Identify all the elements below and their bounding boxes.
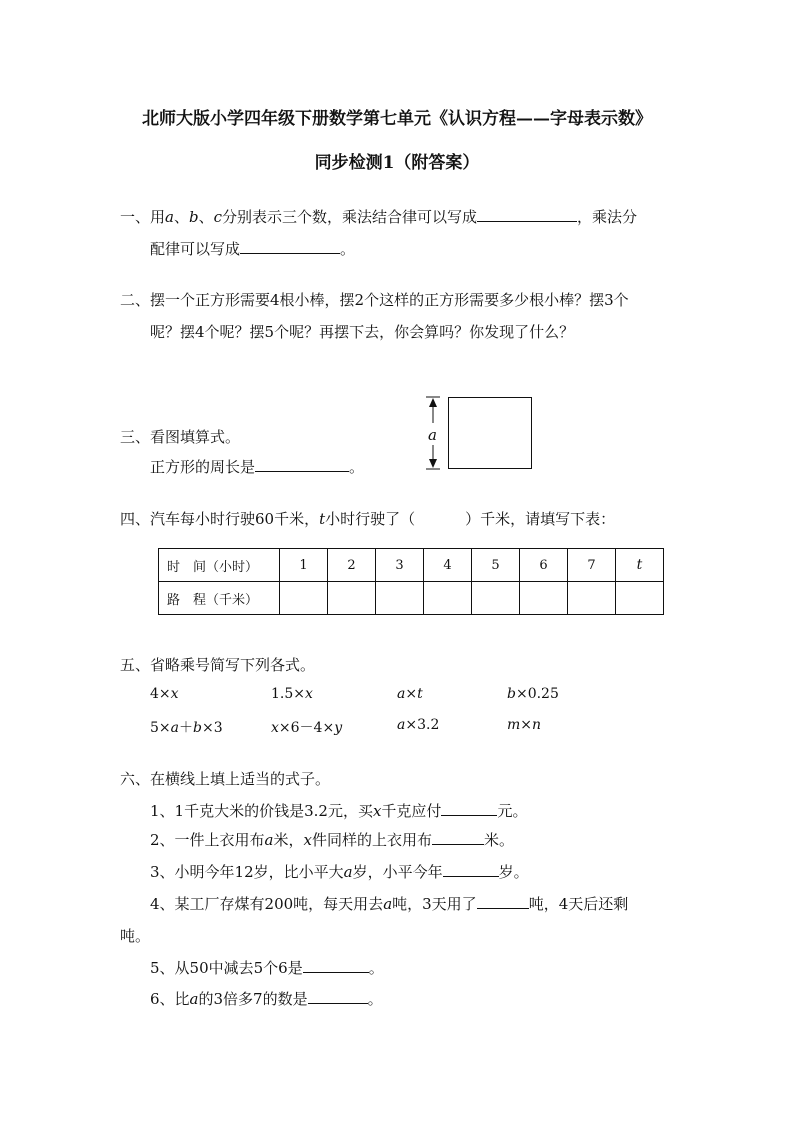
answer-blank[interactable]	[432, 830, 484, 845]
page-subtitle: 同步检测1（附答案）	[314, 153, 480, 173]
question-2-line-1: 二、摆一个正方形需要4根小棒，摆2个这样的正方形需要多少根小棒？摆3个	[120, 291, 629, 309]
answer-blank[interactable]	[477, 207, 577, 222]
question-4-line: 四、汽车每小时行驶60千米，t小时行驶了（ ）千米，请填写下表：	[120, 510, 616, 528]
expression: 4×x	[150, 686, 179, 702]
square-figure	[448, 397, 532, 469]
side-label: a	[428, 426, 437, 444]
answer-cell[interactable]	[472, 582, 520, 615]
question-6-heading: 六、在横线上填上适当的式子。	[120, 770, 331, 788]
question-6-item-4-continued: 吨。	[120, 927, 151, 945]
column-header: 3	[376, 549, 424, 582]
question-6-item-2: 2、一件上衣用布a米，x件同样的上衣用布 米。	[150, 831, 515, 849]
question-3-line-1: 三、看图填算式。	[120, 428, 241, 446]
answer-blank[interactable]	[308, 989, 368, 1004]
expression: 1.5×x	[271, 686, 313, 702]
question-6-item-6: 6、比a的3倍多7的数是 。	[150, 990, 383, 1008]
answer-cell[interactable]	[616, 582, 664, 615]
answer-cell[interactable]	[568, 582, 616, 615]
expression: a×3.2	[397, 717, 440, 733]
column-header: 2	[328, 549, 376, 582]
row-header-distance: 路 程（千米）	[159, 582, 280, 615]
arrow-up-head	[429, 398, 437, 407]
table-row	[159, 549, 664, 582]
time-distance-table	[158, 548, 664, 615]
column-header: 5	[472, 549, 520, 582]
answer-cell[interactable]	[280, 582, 328, 615]
expression: 5×a＋b×3	[150, 720, 223, 736]
column-header: 6	[520, 549, 568, 582]
column-header: 7	[568, 549, 616, 582]
answer-cell[interactable]	[424, 582, 472, 615]
question-6-item-4: 4、某工厂存煤有200吨，每天用去a吨，3天用了 吨，4天后还剩	[150, 895, 629, 913]
question-3-line-2: 正方形的周长是 。	[150, 458, 365, 476]
column-header: 1	[280, 549, 328, 582]
answer-cell[interactable]	[520, 582, 568, 615]
question-2-line-2: 呢？摆4个呢？摆5个呢？再摆下去，你会算吗？你发现了什么？	[150, 323, 575, 341]
expression: x×6－4×y	[271, 720, 343, 736]
arrow-down-head	[429, 459, 437, 468]
question-6-item-3: 3、小明今年12岁，比小平大a岁，小平今年 岁。	[150, 863, 529, 881]
expression: a×t	[397, 686, 423, 702]
answer-blank[interactable]	[303, 958, 369, 973]
expression: m×n	[507, 717, 542, 733]
question-5-heading: 五、省略乘号简写下列各式。	[120, 656, 316, 674]
question-6-item-1: 1、1千克大米的价钱是3.2元，买x千克应付 元。	[150, 802, 528, 820]
answer-cell[interactable]	[376, 582, 424, 615]
column-header: 4	[424, 549, 472, 582]
column-header: t	[616, 549, 664, 582]
answer-cell[interactable]	[328, 582, 376, 615]
question-1-line-1: 一、用a、b、c分别表示三个数，乘法结合律可以写成 ，乘法分	[120, 208, 638, 226]
expression: b×0.25	[507, 686, 559, 702]
question-6-item-5: 5、从50中减去5个6是 。	[150, 959, 384, 977]
answer-blank[interactable]	[443, 862, 499, 877]
answer-blank[interactable]	[255, 457, 349, 472]
answer-blank[interactable]	[477, 894, 529, 909]
table-row	[159, 582, 664, 615]
row-header-time: 时 间（小时）	[159, 549, 280, 582]
answer-blank[interactable]	[240, 239, 340, 254]
question-1-line-2: 配律可以写成 。	[150, 240, 356, 258]
page-title: 北师大版小学四年级下册数学第七单元《认识方程——字母表示数》	[142, 109, 652, 129]
answer-blank[interactable]	[441, 801, 497, 816]
